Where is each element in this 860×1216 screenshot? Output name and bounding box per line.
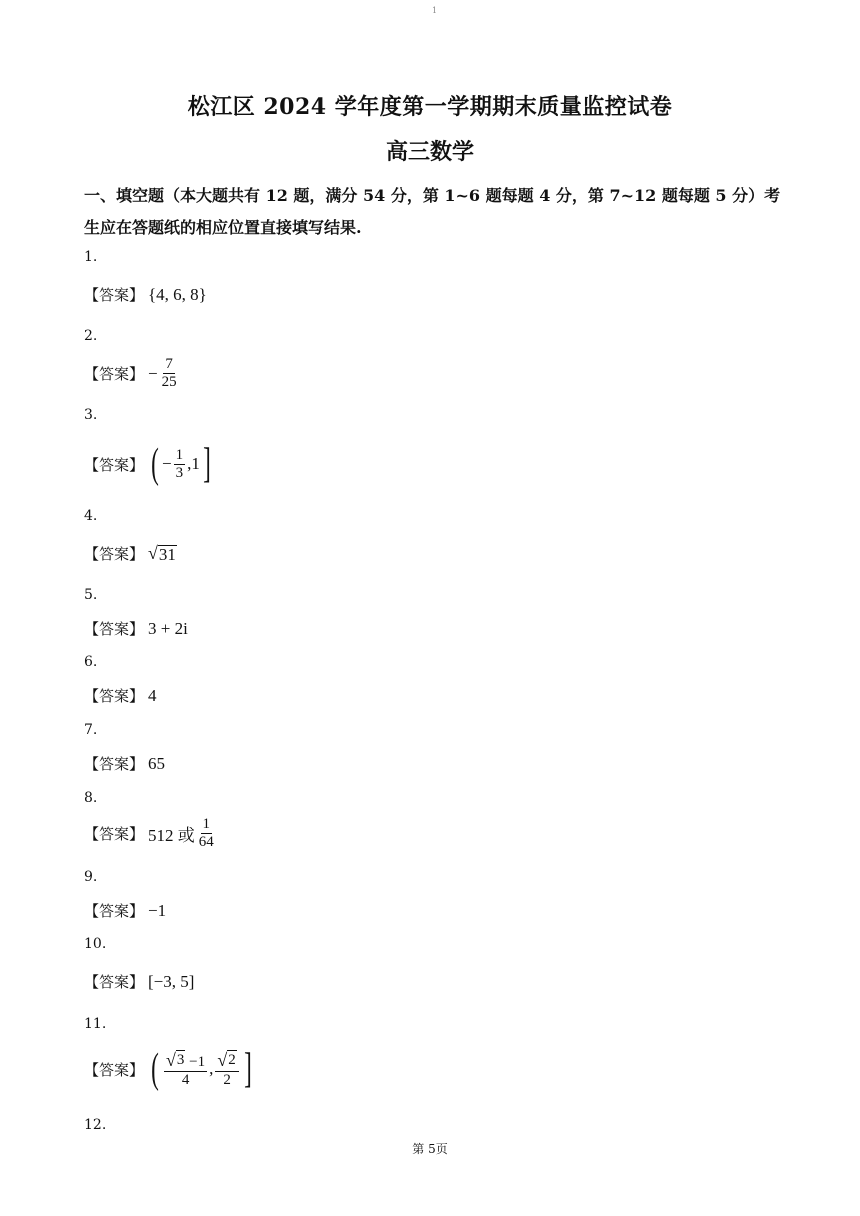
- fraction-denominator: 25: [161, 374, 177, 390]
- answer-line: [84, 816, 218, 851]
- answer-line: [84, 618, 188, 639]
- answer-value: [148, 356, 181, 391]
- answer-label: 【答案】: [84, 973, 145, 991]
- close-bracket: ]: [203, 441, 211, 487]
- answer-value: 3 + 2i: [148, 618, 188, 638]
- fraction: [197, 816, 216, 851]
- answer-value: [148, 816, 218, 851]
- question-number: 1.: [84, 249, 98, 265]
- exam-title: 松江区 2024 学年度第一学期期末质量监控试卷: [187, 94, 673, 120]
- question-number: 9.: [84, 869, 98, 885]
- answer-label: 【答案】: [84, 825, 145, 843]
- answer-line: [84, 753, 165, 774]
- answer-line: [84, 356, 181, 391]
- page-top-mark: 1: [432, 6, 438, 15]
- radicand: 3: [176, 1051, 185, 1068]
- question-number: 4.: [84, 508, 98, 524]
- answer-value: [148, 443, 214, 485]
- interval-tail: ,1: [187, 454, 200, 473]
- open-paren: (: [151, 441, 159, 487]
- radical-sign: √: [148, 543, 158, 563]
- question-number: 6.: [84, 654, 98, 670]
- radical-sign: √: [217, 1049, 228, 1070]
- answer-line: [84, 900, 166, 921]
- exam-subtitle: 高三数学: [385, 139, 474, 165]
- question-number: 2.: [84, 328, 98, 344]
- radicand: 31: [158, 545, 176, 564]
- question-number: 5.: [84, 587, 98, 603]
- fraction-numerator: 1: [202, 816, 211, 832]
- page-footer: 第 5页: [412, 1142, 448, 1156]
- question-number: 7.: [84, 722, 98, 738]
- fraction: [164, 1050, 207, 1089]
- answer-value: [148, 543, 177, 564]
- section-heading: 一、填空题（本大题共有 12 题，满分 54 分，第 1~6 题每题 4 分，第 7~12 题每题 5 分）考生应在答题纸的相应位置直接填写结果.: [84, 186, 781, 237]
- answer-value: {4, 6, 8}: [148, 284, 207, 304]
- question-number: 11.: [84, 1016, 107, 1032]
- answer-label: 【答案】: [84, 455, 145, 474]
- answer-label: 【答案】: [84, 755, 145, 773]
- answer-value: [−3, 5]: [148, 971, 195, 991]
- fraction-denominator: 2: [223, 1071, 231, 1088]
- question-number: 12.: [84, 1117, 107, 1133]
- fraction-numerator: [164, 1050, 207, 1072]
- sqrt: [217, 1050, 236, 1069]
- answer-label: 【答案】: [84, 687, 145, 705]
- question-number: 3.: [84, 407, 98, 423]
- answer-label: 【答案】: [84, 545, 145, 563]
- answer-line: [84, 685, 157, 706]
- answer-value: [148, 1048, 255, 1090]
- answer-line: [84, 443, 214, 485]
- answer-label: 【答案】: [84, 286, 145, 304]
- answer-label: 【答案】: [84, 365, 145, 383]
- close-bracket: ]: [243, 1046, 252, 1092]
- fraction: [174, 447, 186, 482]
- minus-sign: −: [148, 363, 158, 383]
- fraction-denominator: 4: [181, 1071, 190, 1088]
- radical-sign: √: [166, 1049, 176, 1070]
- answer-line: [84, 1048, 255, 1090]
- fraction-denominator: 3: [175, 464, 184, 481]
- answer-label: 【答案】: [84, 1060, 145, 1079]
- answer-line: [84, 971, 194, 992]
- fraction: [215, 1050, 238, 1089]
- comma: ,: [209, 1059, 214, 1078]
- fraction-denominator: 64: [198, 834, 214, 850]
- question-number: 8.: [84, 790, 98, 806]
- answer-line: [84, 284, 207, 305]
- answer-value: 4: [148, 685, 157, 705]
- fraction-numerator: 1: [175, 446, 184, 463]
- fraction-numerator: [215, 1050, 238, 1072]
- radicand: 2: [228, 1051, 236, 1068]
- answer-line: [84, 543, 177, 564]
- question-number: 10.: [84, 936, 107, 952]
- open-paren: (: [151, 1046, 159, 1092]
- answer-prefix: 512 或: [148, 826, 195, 845]
- answer-label: 【答案】: [84, 620, 145, 638]
- answer-value: 65: [148, 753, 166, 773]
- answer-value: −1: [148, 900, 167, 920]
- sqrt: [166, 1050, 185, 1069]
- fraction: [160, 356, 179, 391]
- fraction-numerator: 7: [165, 356, 173, 372]
- minus-sign: −: [162, 454, 172, 473]
- numerator-tail: −1: [185, 1053, 206, 1070]
- answer-label: 【答案】: [84, 902, 145, 920]
